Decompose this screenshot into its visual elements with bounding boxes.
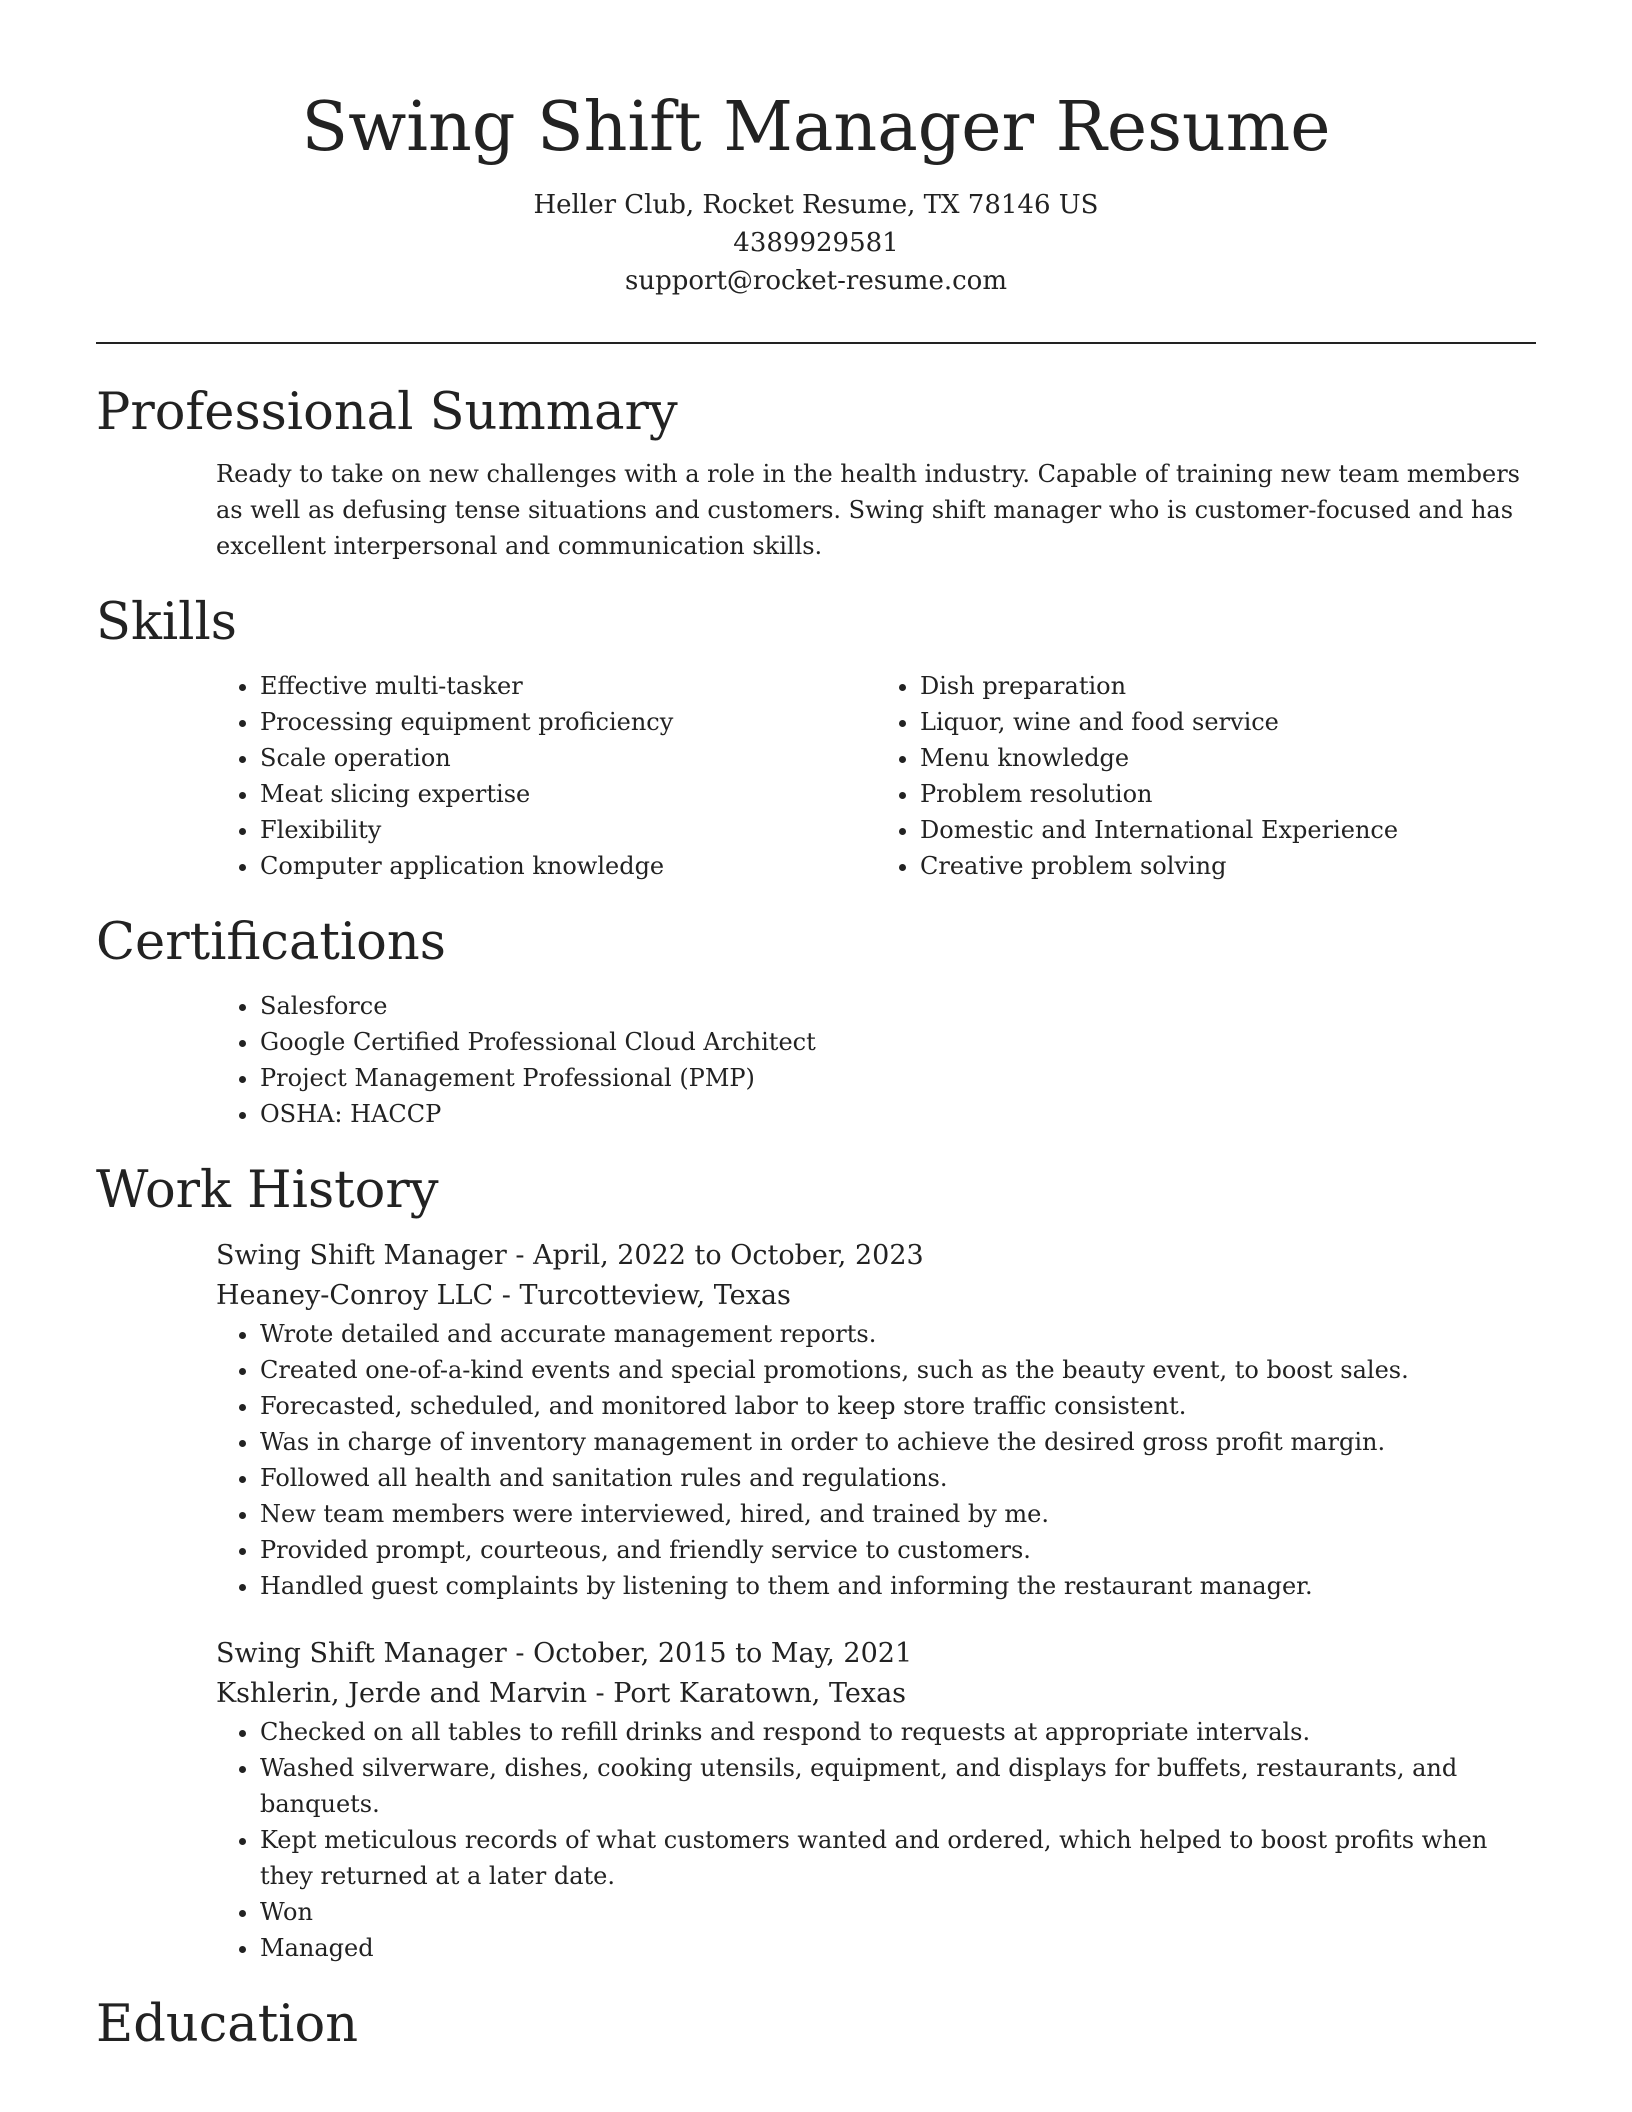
job-duty: • Created one-of-a-kind events and special promotions, such as the beauty event, to boost sales. bbox=[260, 1352, 1536, 1388]
contact-block bbox=[0, 186, 1632, 300]
skill-item: • Domestic and International Experience bbox=[920, 812, 1536, 848]
resume-header bbox=[0, 84, 1632, 300]
resume-title: Swing Shift Manager Resume bbox=[301, 88, 1331, 167]
job-duty: • Kept meticulous records of what customers wanted and ordered, which helped to boost profits when they returned at a later date. bbox=[260, 1822, 1536, 1894]
job-duties-list bbox=[216, 1714, 1536, 1966]
job-entry bbox=[216, 1634, 1536, 1966]
skill-item: • Computer application knowledge bbox=[260, 848, 876, 884]
skill-item: • Liquor, wine and food service bbox=[920, 704, 1536, 740]
certifications-body bbox=[216, 988, 1536, 1132]
skill-item: • Dish preparation bbox=[920, 668, 1536, 704]
job-duties-list bbox=[216, 1316, 1536, 1604]
summary-section bbox=[96, 378, 1536, 564]
resume-body bbox=[96, 378, 1536, 2060]
job-duty: • New team members were interviewed, hired, and trained by me. bbox=[260, 1496, 1536, 1532]
certifications-section bbox=[96, 908, 1536, 1132]
job-duty: • Provided prompt, courteous, and friendly service to customers. bbox=[260, 1532, 1536, 1568]
job-company-location: Heaney-Conroy LLC - Turcotteview, Texas bbox=[216, 1280, 791, 1311]
certification-item: • OSHA: HACCP bbox=[260, 1096, 1536, 1132]
skills-list-right bbox=[876, 668, 1536, 884]
work-history-heading: Work History bbox=[96, 1161, 439, 1220]
header-divider bbox=[96, 342, 1536, 344]
skill-item: • Scale operation bbox=[260, 740, 876, 776]
work-history-section bbox=[96, 1156, 1536, 1966]
contact-email: support@rocket-resume.com bbox=[624, 266, 1007, 296]
job-duty: • Managed bbox=[260, 1930, 1536, 1966]
certifications-heading: Certifications bbox=[96, 913, 446, 972]
skill-item: • Effective multi-tasker bbox=[260, 668, 876, 704]
job-duty: • Forecasted, scheduled, and monitored labor to keep store traffic consistent. bbox=[260, 1388, 1536, 1424]
certification-item: • Salesforce bbox=[260, 988, 1536, 1024]
skills-columns bbox=[216, 668, 1536, 884]
skill-item: • Processing equipment proficiency bbox=[260, 704, 876, 740]
job-role-dates: Swing Shift Manager - October, 2015 to May, 2021 bbox=[216, 1638, 913, 1669]
education-section bbox=[96, 1990, 1536, 2060]
skill-item: • Menu knowledge bbox=[920, 740, 1536, 776]
skill-item: • Problem resolution bbox=[920, 776, 1536, 812]
job-duty: • Handled guest complaints by listening to them and informing the restaurant manager. bbox=[260, 1568, 1536, 1604]
certification-item: • Google Certified Professional Cloud Architect bbox=[260, 1024, 1536, 1060]
certification-item: • Project Management Professional (PMP) bbox=[260, 1060, 1536, 1096]
skill-item: • Creative problem solving bbox=[920, 848, 1536, 884]
skills-heading: Skills bbox=[96, 593, 237, 652]
job-duty: • Wrote detailed and accurate management reports. bbox=[260, 1316, 1536, 1352]
job-duty: • Followed all health and sanitation rules and regulations. bbox=[260, 1460, 1536, 1496]
job-entry bbox=[216, 1236, 1536, 1604]
summary-text: Ready to take on new challenges with a role in the health industry. Capable of training new team members as well as defusing tense situations and customers. Swing shift manager who is customer-focused and has excellent interpersonal and communication skills. bbox=[216, 460, 1520, 560]
job-duty: • Won bbox=[260, 1894, 1536, 1930]
contact-address: Heller Club, Rocket Resume, TX 78146 US bbox=[533, 190, 1099, 220]
skills-list-left bbox=[216, 668, 876, 884]
contact-phone: 4389929581 bbox=[733, 228, 899, 258]
job-duty: • Was in charge of inventory management in order to achieve the desired gross profit margin. bbox=[260, 1424, 1536, 1460]
skill-item: • Meat slicing expertise bbox=[260, 776, 876, 812]
job-duty: • Checked on all tables to refill drinks and respond to requests at appropriate intervals. bbox=[260, 1714, 1536, 1750]
skill-item: • Flexibility bbox=[260, 812, 876, 848]
skills-section bbox=[96, 588, 1536, 884]
job-role-dates: Swing Shift Manager - April, 2022 to October, 2023 bbox=[216, 1240, 924, 1271]
job-company-location: Kshlerin, Jerde and Marvin - Port Karatown, Texas bbox=[216, 1678, 907, 1709]
certifications-list bbox=[216, 988, 1536, 1132]
job-duty: • Washed silverware, dishes, cooking utensils, equipment, and displays for buffets, restaurants, and banquets. bbox=[260, 1750, 1536, 1822]
summary-heading: Professional Summary bbox=[96, 383, 678, 442]
education-heading: Education bbox=[96, 1995, 359, 2054]
